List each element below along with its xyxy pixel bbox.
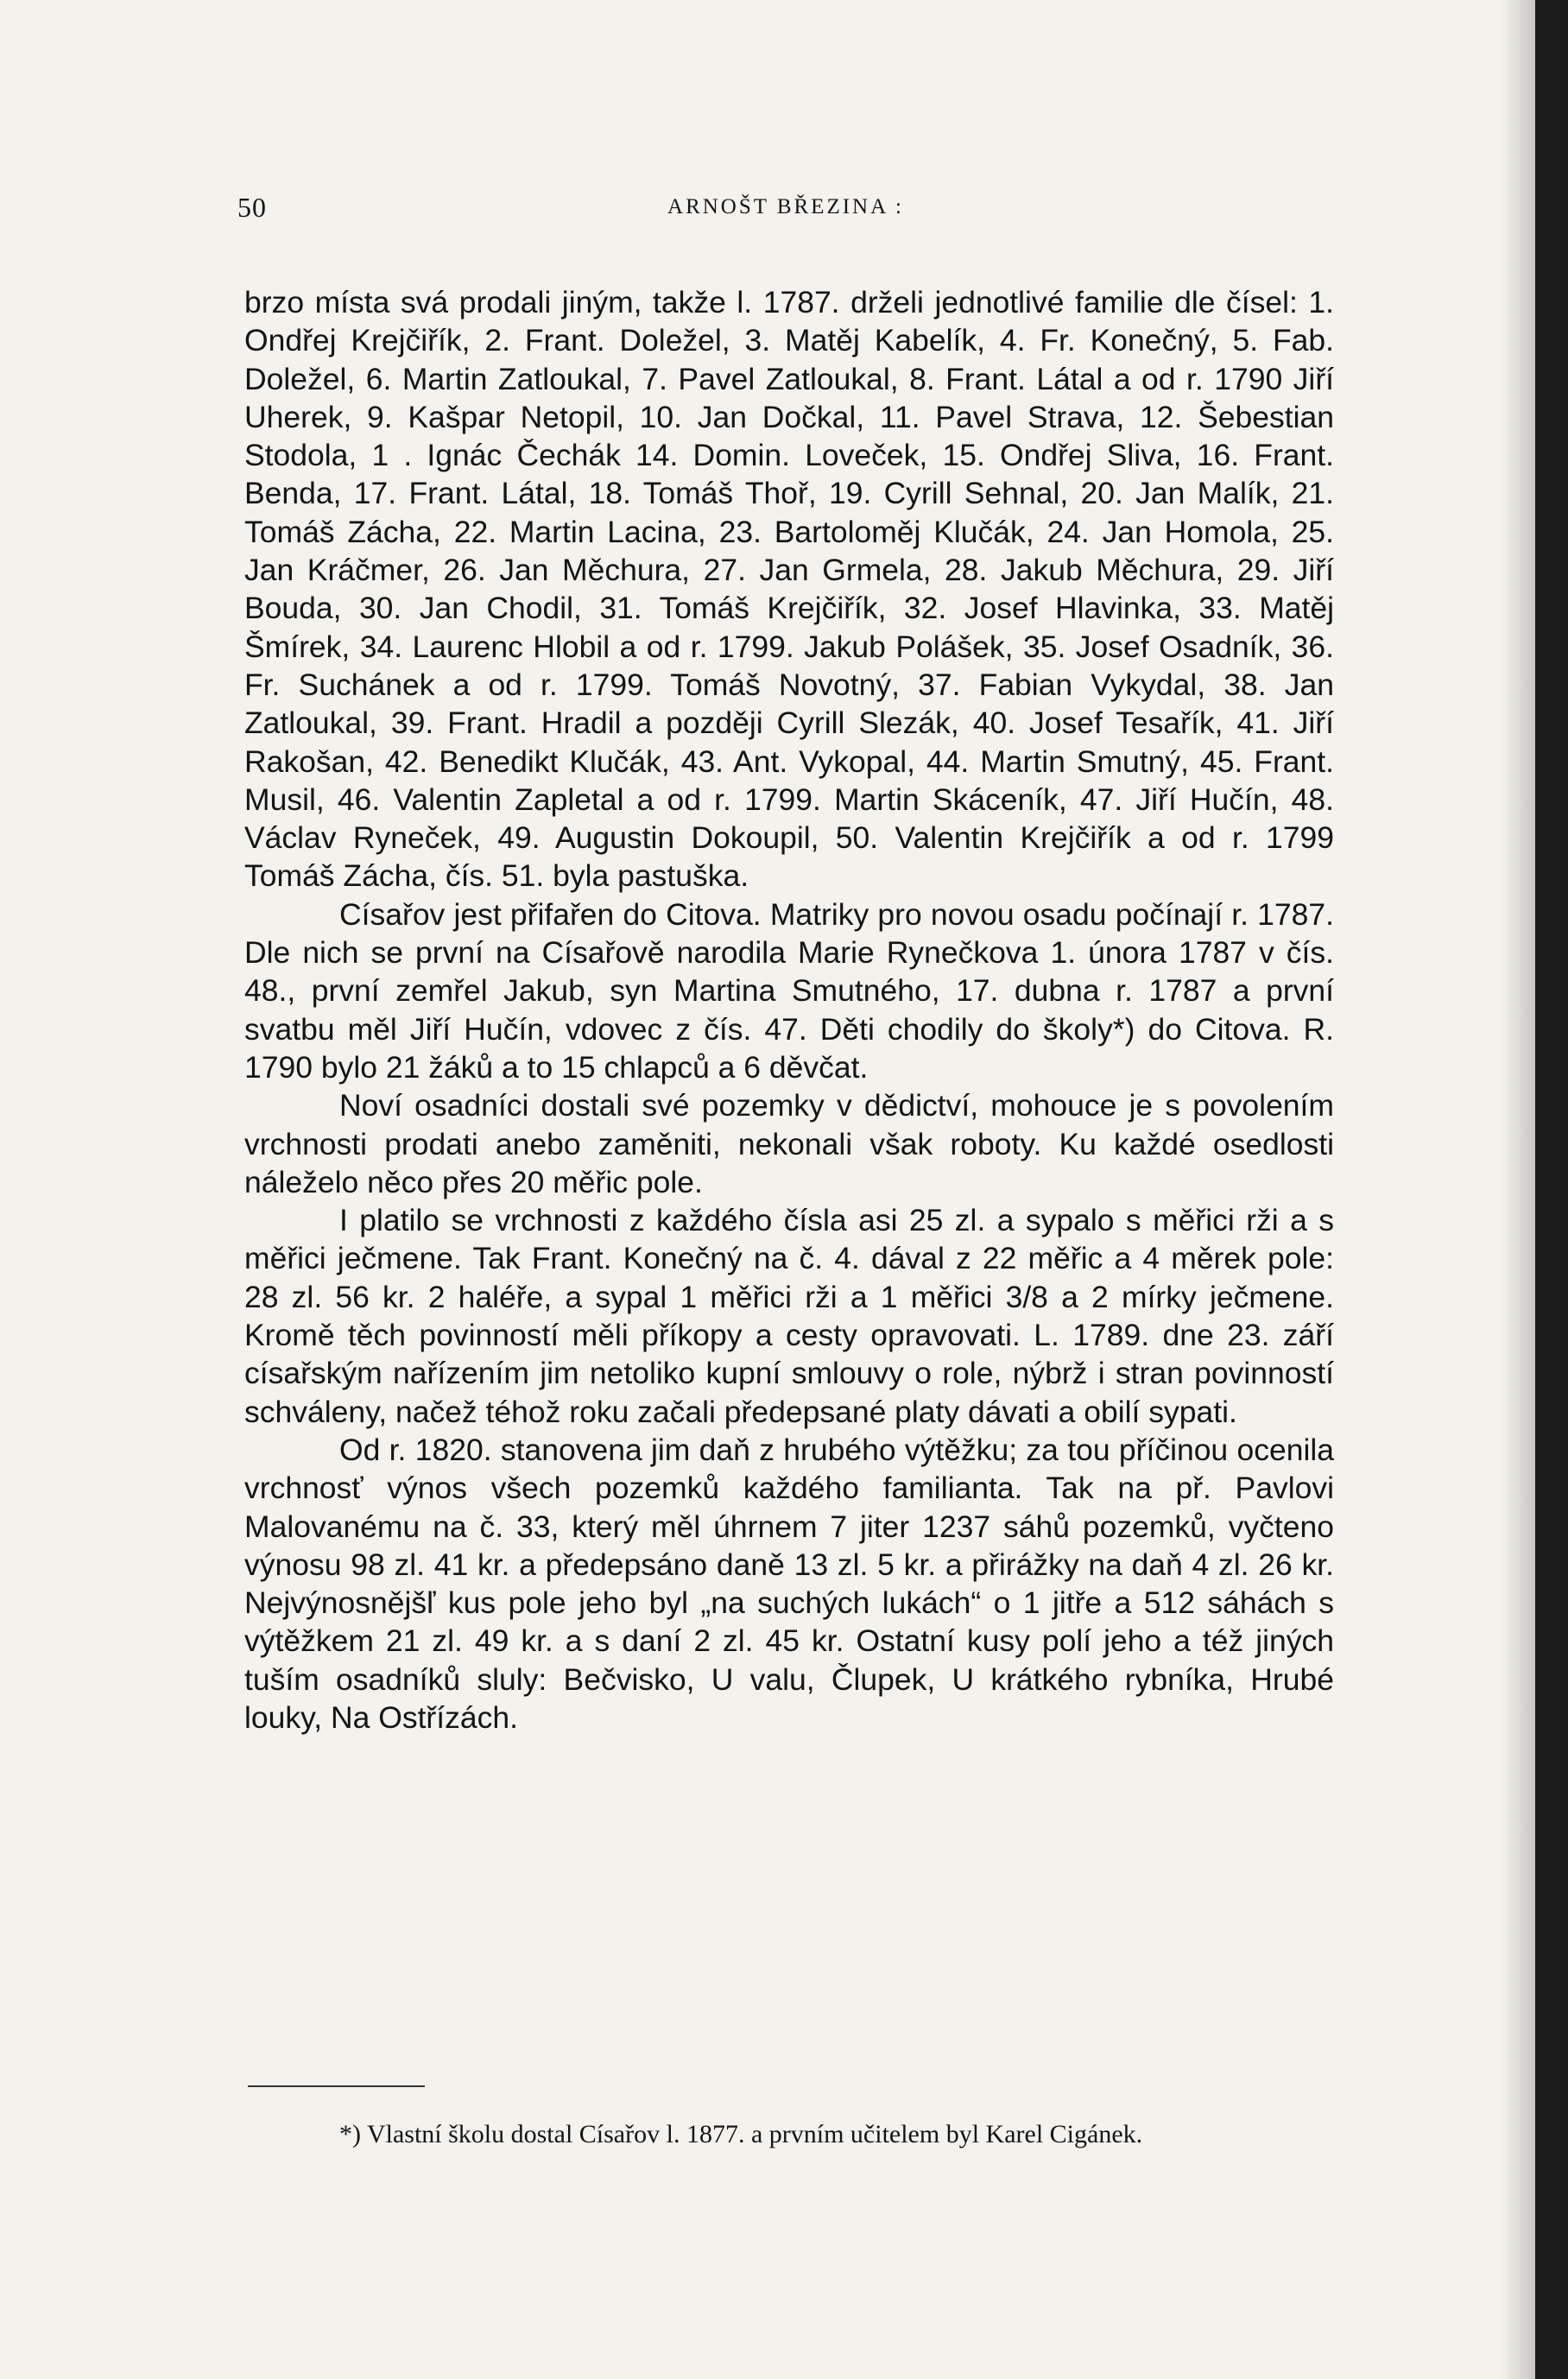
paragraph-land-inheritance: Noví osadníci dostali své pozemky v dědictví, mohouce je s povolením vrchnosti prodati anebo zaměniti, nekonali však roboty. Ku každé osedlosti náleželo něco přes 20 měřic pole. (244, 1088, 1334, 1199)
running-title: ARNOŠT BŘEZINA : (667, 195, 904, 218)
page-header (237, 192, 1334, 226)
page-number: 50 (237, 192, 267, 223)
paragraph-parish-records: Císařov jest přifařen do Citova. Matriky pro novou osadu počínají r. 1787. Dle nich se první na Císařově narodila Marie Rynečkova 1. února 1787 v čís. 48., první zemřel Jakub, syn Martina Smutného, 17. dubna r. 1787 a první svatbu měl Jiří Hučín, vdovec z čís. 47. Děti chodily do školy*) do Citova. R. 1790 bylo 21 žáků a to 15 chlapců a 6 děvčat. (244, 896, 1334, 1085)
footnote: *) Vlastní školu dostal Císařov l. 1877. a prvním učitelem byl Karel Cigánek. (339, 2120, 1143, 2148)
paragraph-taxation: Od r. 1820. stanovena jim daň z hrubého výtěžku; za tou příčinou ocenila vrchnosť výnos všech pozemků každého familianta. Tak na př. Pavlovi Malovanému na č. 33, který měl úhrnem 7 jiter 1237 sáhů pozemků, vyčteno výnosu 98 zl. 41 kr. a předepsáno daně 13 zl. 5 kr. a přirážky na daň 4 zl. 26 kr. Nejvýnosnějšľ kus pole jeho byl „na suchých lukách“ o 1 jitře a 512 sáhách s výtěžkem 21 zl. 49 kr. a s daní 2 zl. 45 kr. Ostatní kusy polí jeho a též jiných tuším osadníků sluly: Bečvisko, U valu, Člupek, U krátkého rybníka, Hrubé louky, Na Ostřízách. (244, 1432, 1334, 1735)
footnote-divider (248, 2085, 425, 2087)
paragraph-payments: I platilo se vrchnosti z každého čísla asi 25 zl. a sypalo s měřici rži a s měřici ječmene. Tak Frant. Konečný na č. 4. dával z 22 měřic a 4 měrek pole: 28 zl. 56 kr. 2 haléře, a sypal 1 měřici rži a 1 měřici 3/8 a 2 mírky ječmene. Kromě těch povinností měli příkopy a cesty opravovati. L. 1789. dne 23. září císařským nařízením jim netoliko kupní smlouvy o role, nýbrž i stran povinností schváleny, načež téhož roku začali předepsané platy dávati a obilí sypati. (244, 1203, 1334, 1429)
paragraph-name-list: brzo místa svá prodali jiným, takže l. 1787. drželi jednotlivé familie dle čísel: 1. Ondřej Krejčiřík, 2. Frant. Doležel, 3. Matěj Kabelík, 4. Fr. Konečný, 5. Fab. Doležel, 6. Martin Zatloukal, 7. Pavel Zatloukal, 8. Frant. Látal a od r. 1790 Jiří Uherek, 9. Kašpar Netopil, 10. Jan Dočkal, 11. Pavel Strava, 12. Šebestian Stodola, 1 . Ignác Čechák 14. Domin. Loveček, 15. Ondřej Sliva, 16. Frant. Benda, 17. Frant. Látal, 18. Tomáš Thoř, 19. Cyrill Sehnal, 20. Jan Malík, 21. Tomáš Zácha, 22. Martin Lacina, 23. Bartoloměj Klučák, 24. Jan Homola, 25. Jan Kráčmer, 26. Jan Měchura, 27. Jan Grmela, 28. Jakub Měchura, 29. Jiří Bouda, 30. Jan Chodil, 31. Tomáš Krejčiřík, 32. Josef Hlavinka, 33. Matěj Šmírek, 34. Laurenc Hlobil a od r. 1799. Jakub Polášek, 35. Josef Osadník, 36. Fr. Suchánek a od r. 1799. Tomáš Novotný, 37. Fabian Vykydal, 38. Jan Zatloukal, 39. Frant. Hradil a později Cyrill Slezák, 40. Josef Tesařík, 41. Jiří Rakošan, 42. Benedikt Klučák, 43. Ant. Vykopal, 44. Martin Smutný, 45. Frant. Musil, 46. Valentin Zapletal a od r. 1799. Martin Skáceník, 47. Jiří Hučín, 48. Václav Ryneček, 49. Augustin Dokoupil, 50. Valentin Krejčiřík a od r. 1799 Tomáš Zácha, čís. 51. byla pastuška. (244, 285, 1334, 894)
body-text (244, 283, 1334, 1737)
